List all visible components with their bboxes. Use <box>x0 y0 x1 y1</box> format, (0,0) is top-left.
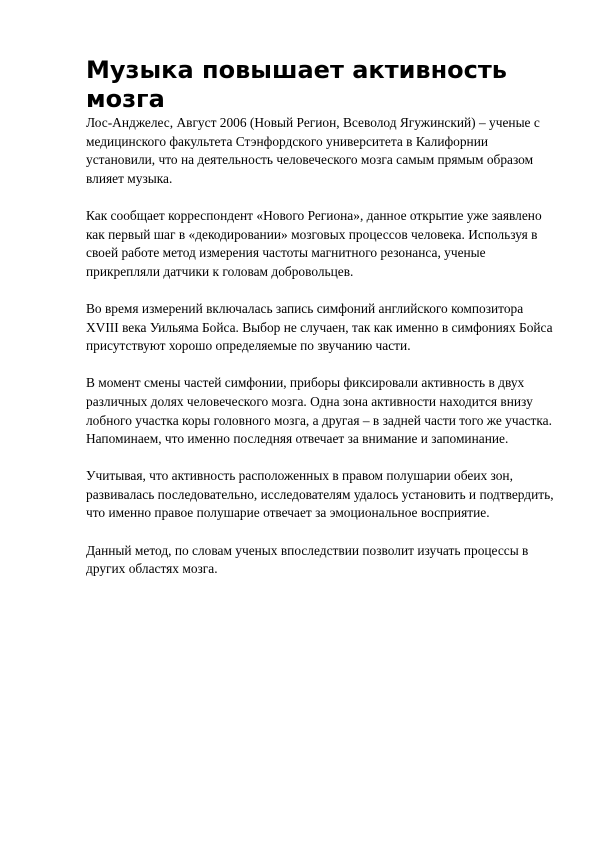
article-title: Музыка повышает активность мозга <box>86 56 507 113</box>
article-paragraph-2: Как сообщает корреспондент «Нового Региона», данное открытие уже заявлено как первый шаг в «декодировании» мозговых процессов человека. Используя в своей работе метод измерения частоты магнитного резонанса, ученые прикрепляли датчики к головам добровольцев. <box>86 207 542 279</box>
article-paragraph-1: Лос-Анджелес, Август 2006 (Новый Регион, Всеволод Ягужинский) – ученые с медицинского факультета Стэнфордского университета в Калифорнии установили, что на деятельность человеческого мозга самым прямым образом влияет музыка. <box>86 115 540 186</box>
article-paragraph-3: Во время измерений включалась запись симфоний английского композитора XVIII века Уильяма Бойса. Выбор не случаен, так как именно в симфониях Бойса присутствуют хорошо определяемые по звучанию части. <box>86 300 553 354</box>
article <box>86 56 556 579</box>
article-paragraph-4: В момент смены частей симфонии, приборы фиксировали активность в двух различных долях человеческого мозга. Одна зона активности находится внизу лобного участка коры головного мозга, а другая – в задней части того же участка. Напоминаем, что именно последняя отвечает за внимание и запоминание. <box>86 375 552 447</box>
article-paragraph-6: Данный метод, по словам ученых впоследствии позволит изучать процессы в других областях мозга. <box>86 542 529 577</box>
article-paragraph-5: Учитывая, что активность расположенных в правом полушарии обеих зон, развивалась последовательно, исследователям удалось установить и подтвердить, что именно правое полушарие отвечает за эмоциональное восприятие. <box>86 468 554 521</box>
